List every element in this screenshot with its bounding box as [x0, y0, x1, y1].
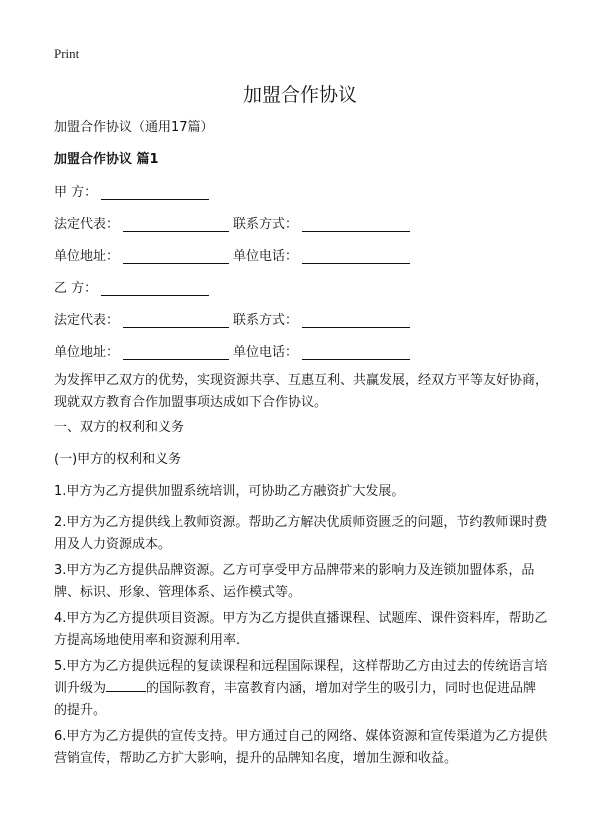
party-b-address-row [54, 340, 410, 360]
party-a-address-row [54, 244, 410, 264]
heading-party-a-rights: (一)甲方的权利和义务 [54, 452, 182, 467]
list-item-5-after: 的国际教育，丰富教育内涵，增加对学生的吸引力，同时也促进品牌的提升。 [54, 681, 537, 718]
party-a-contact-blank [302, 217, 410, 232]
party-b-address-blank [123, 345, 229, 360]
list-item-5 [54, 656, 548, 722]
party-b-row [54, 276, 209, 296]
party-b-contact-blank [302, 313, 410, 328]
party-a-address-label: 单位地址： [54, 249, 120, 264]
party-b-contact-label: 联系方式： [233, 313, 299, 328]
party-a-rep-label: 法定代表： [54, 217, 120, 232]
document-subtitle: 加盟合作协议（通用17篇） [54, 120, 214, 135]
party-b-rep-label: 法定代表： [54, 313, 120, 328]
list-item-5-blank [106, 679, 146, 692]
party-a-row [54, 180, 209, 200]
party-a-rep-row [54, 212, 410, 232]
page-title: 加盟合作协议 [242, 84, 357, 106]
list-item-3: 3.甲方为乙方提供品牌资源。乙方可享受甲方品牌带来的影响力及连锁加盟体系，品牌、标识、形象、管理体系、运作模式等。 [54, 563, 535, 600]
list-item-1: 1.甲方为乙方提供加盟系统培训，可协助乙方融资扩大发展。 [54, 484, 405, 499]
party-b-phone-label: 单位电话： [233, 345, 299, 360]
party-b-rep-blank [123, 313, 229, 328]
intro-paragraph: 为发挥甲乙双方的优势，实现资源共享、互惠互利、共赢发展，经双方平等友好协商，现就双方教育合作加盟事项达成如下合作协议。 [54, 373, 549, 410]
print-link[interactable]: Print [54, 46, 80, 61]
list-item-2: 2.甲方为乙方提供线上教师资源。帮助乙方解决优质师资匮乏的问题，节约教师课时费用及人力资源成本。 [54, 515, 548, 552]
party-a-rep-blank [123, 217, 229, 232]
party-b-label: 乙 方： [54, 281, 98, 296]
party-b-phone-blank [302, 345, 410, 360]
party-a-blank [101, 185, 209, 200]
party-a-label: 甲 方： [54, 185, 98, 200]
party-a-phone-label: 单位电话： [233, 249, 299, 264]
party-b-blank [101, 281, 209, 296]
heading-rights: 一、双方的权利和义务 [54, 420, 185, 435]
list-item-5-before: 5.甲方为乙方提供远程的复读课程和远程国际课程，这样帮助乙方由过去的传统语言培训升级为 [54, 659, 548, 696]
section-title: 加盟合作协议 篇1 [54, 152, 159, 167]
party-a-phone-blank [302, 249, 410, 264]
party-b-rep-row [54, 308, 410, 328]
list-item-6: 6.甲方为乙方提供的宣传支持。甲方通过自己的网络、媒体资源和宣传渠道为乙方提供营销宣传，帮助乙方扩大影响，提升的品牌知名度，增加生源和收益。 [54, 729, 548, 766]
party-a-address-blank [123, 249, 229, 264]
party-a-contact-label: 联系方式： [233, 217, 299, 232]
list-item-4: 4.甲方为乙方提供项目资源。甲方为乙方提供直播课程、试题库、课件资料库，帮助乙方提高场地使用率和资源利用率. [54, 611, 548, 648]
party-b-address-label: 单位地址： [54, 345, 120, 360]
